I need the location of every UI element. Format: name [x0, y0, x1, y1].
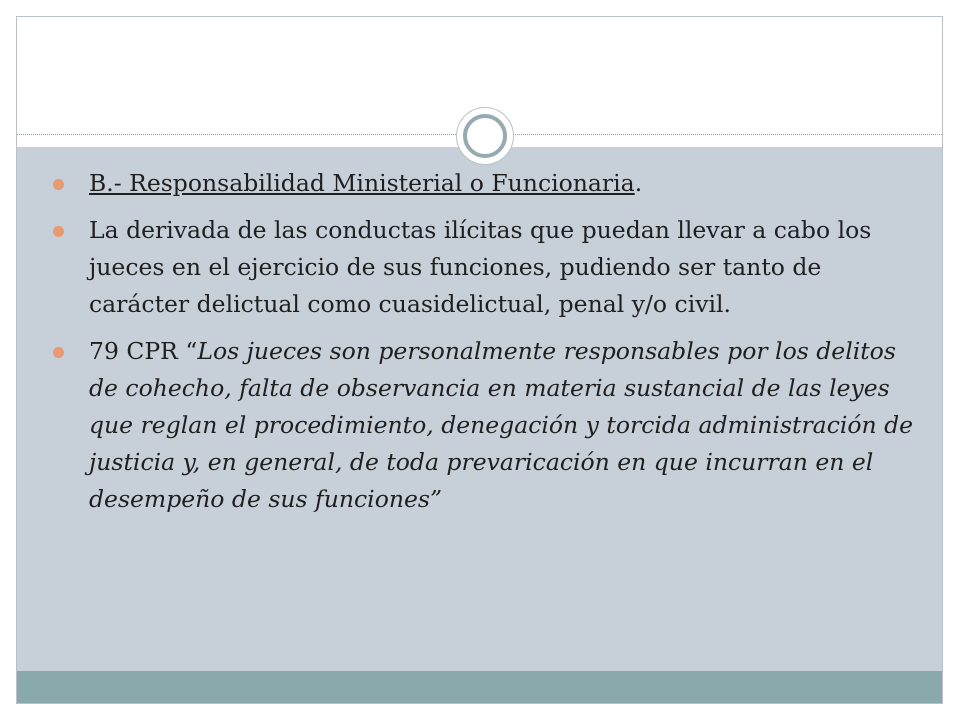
section-heading: B.- Responsabilidad Ministerial o Funcionaria: [89, 169, 635, 197]
heading-period: .: [634, 169, 643, 197]
footer-band: [17, 671, 942, 704]
circle-ring-icon: [463, 114, 507, 158]
bullet-dot-icon: [53, 226, 64, 237]
bullet-dot-icon: [53, 347, 64, 358]
bullet-list: [65, 165, 915, 528]
slide: [16, 16, 943, 704]
bullet-heading: [65, 165, 915, 202]
article-reference: 79 CPR “: [89, 337, 198, 365]
bullet-article-quote: [65, 333, 915, 518]
article-quote: Los jueces son personalmente responsables por los delitos de cohecho, falta de observancia en materia sustancial de las leyes que reglan el procedimiento, denegación y torcida administración de justicia y, en general, de toda prevaricación en que incurran en el desempeño de sus funciones”: [89, 337, 914, 513]
bullet-definition: [65, 212, 915, 323]
definition-text: La derivada de las conductas ilícitas que puedan llevar a cabo los jueces en el ejercicio de sus funciones, pudiendo ser tanto de carácter delictual como cuasidelictual, penal y/o civil.: [89, 216, 872, 318]
bullet-dot-icon: [53, 179, 64, 190]
